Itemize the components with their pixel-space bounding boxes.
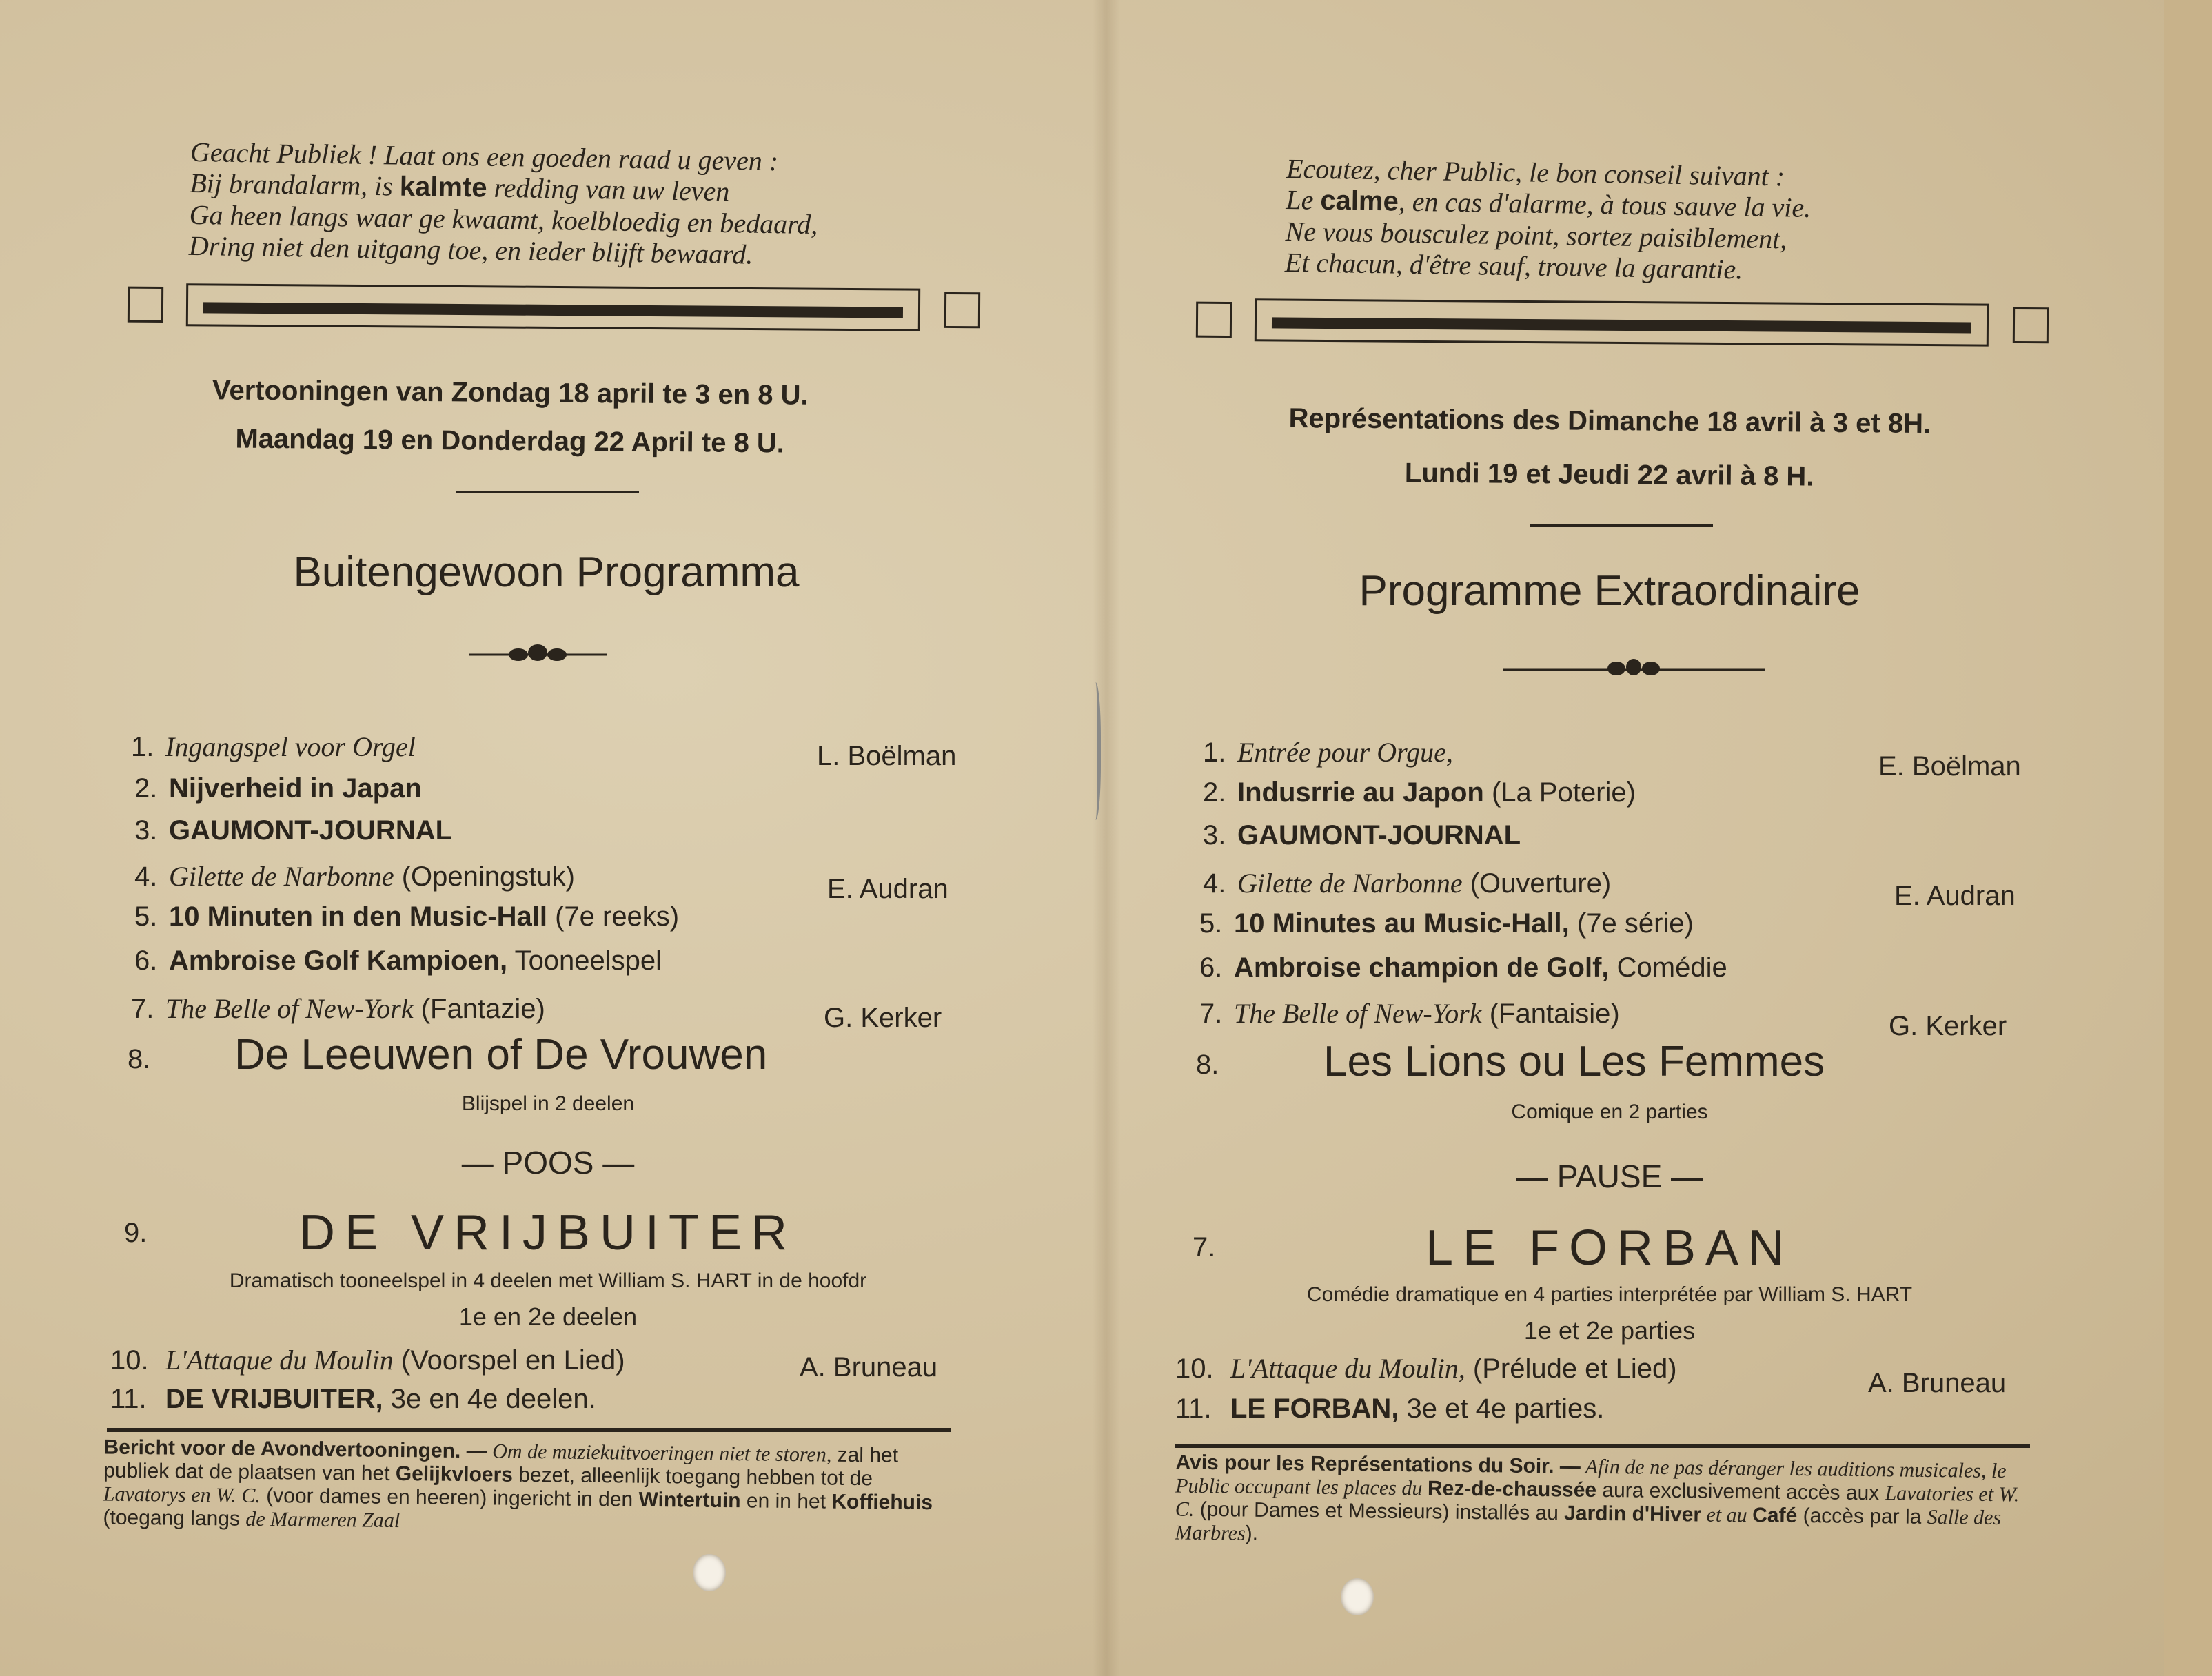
program-item: 3. GAUMONT-JOURNAL	[1203, 820, 1521, 850]
program-item: 4. Gilette de Narbonne (Ouverture)	[1203, 868, 1612, 899]
poem-line: Ne vous bousculez point, sortez paisiblement,	[1285, 216, 1787, 255]
square-ornament	[2013, 307, 2049, 343]
program-item: 4. Gilette de Narbonne (Openingstuk)	[134, 861, 575, 892]
bar-frame	[1255, 298, 1989, 346]
feature-subtitle: Blijspel in 2 deelen	[461, 1092, 635, 1115]
program-item: 5. 10 Minuten in den Music-Hall (7e reeks)	[134, 901, 680, 932]
poem-line: Le calme, en cas d'alarme, à tous sauve la vie.	[1286, 184, 1812, 223]
program-title: Buitengewoon Programma	[293, 549, 800, 596]
program-item: 5. 10 Minutes au Music-Hall, (7e série)	[1199, 908, 1694, 939]
poem-line: Geacht Publiek ! Laat ons een goeden raad u geven :	[190, 136, 779, 177]
center-fold	[1093, 0, 1120, 1676]
composer: E. Boëlman	[1878, 751, 2021, 781]
showtimes-line: Représentations des Dimanche 18 avril à 3 et 8H.	[1288, 402, 1931, 440]
program-item: 11. LE FORBAN, 3e et 4e parties.	[1175, 1393, 1605, 1424]
program-item: 2. Indusrrie au Japon (La Poterie)	[1203, 777, 1636, 808]
square-ornament	[128, 287, 163, 323]
divider-rule	[107, 1428, 951, 1432]
feature-subtitle: Comique en 2 parties	[1511, 1101, 1708, 1123]
fire-safety-poem	[1285, 153, 1812, 286]
program-item: 7. The Belle of New-York (Fantaisie)	[1199, 998, 1620, 1029]
poem-line: Ecoutez, cher Public, le bon conseil suivant :	[1286, 153, 1785, 192]
item-number: 7.	[1193, 1232, 1216, 1263]
divider-rule	[1175, 1444, 2030, 1448]
poem-line: Bij brandalarm, is kalmte redding van uw leven	[190, 167, 730, 207]
program-item: 2. Nijverheid in Japan	[134, 773, 422, 804]
divider-rule	[456, 491, 639, 493]
program-item: 10. L'Attaque du Moulin (Voorspel en Lied)	[110, 1345, 625, 1376]
item-number: 8.	[1196, 1050, 1219, 1080]
program-item: 6. Ambroise Golf Kampioen, Tooneelspel	[134, 946, 662, 976]
square-ornament	[944, 292, 980, 328]
feature-title: LE FORBAN	[1425, 1220, 1794, 1276]
program-item: 1. Entrée pour Orgue,	[1203, 737, 1453, 768]
feature-subtitle: Dramatisch tooneelspel in 4 deelen met William S. HART in de hoofdr	[229, 1269, 867, 1292]
intermission: — PAUSE —	[1516, 1158, 1703, 1194]
ornament-icon	[1503, 656, 1765, 684]
decorative-bar	[1196, 298, 2054, 347]
bar-frame	[186, 283, 920, 331]
punch-hole	[1341, 1578, 1374, 1615]
showtimes-line: Vertooningen van Zondag 18 april te 3 en 8 U.	[212, 375, 809, 411]
intermission: — POOS —	[461, 1145, 635, 1181]
composer: L. Boëlman	[817, 741, 957, 771]
evening-notice: Bericht voor de Avondvertooningen. — Om de muziekuitvoeringen niet te storen, zal het publiek dat de plaatsen van het Gelijkvloers bezet, alleenlijk toegang hebben tot de Lavatorys en W. C. (voor dames en heeren) ingericht in den Wintertuin en in het Koffiehuis (toegang langs de Marmeren Zaal	[103, 1435, 933, 1533]
divider-rule	[1530, 524, 1713, 527]
punch-hole	[693, 1554, 726, 1591]
program-title: Programme Extraordinaire	[1359, 567, 1860, 615]
ornament-icon	[469, 641, 607, 668]
left-page	[103, 0, 986, 1676]
feature-parts: 1e et 2e parties	[1523, 1316, 1696, 1345]
feature-title: DE VRIJBUITER	[298, 1205, 798, 1260]
item-number: 9.	[124, 1218, 148, 1248]
feature-title: De Leeuwen of De Vrouwen	[234, 1031, 768, 1079]
composer: G. Kerker	[1889, 1011, 2007, 1041]
item-number: 8.	[128, 1044, 151, 1074]
program-item: 7. The Belle of New-York (Fantazie)	[131, 993, 545, 1024]
composer: G. Kerker	[824, 1003, 942, 1033]
program-item: 11. DE VRIJBUITER, 3e en 4e deelen.	[110, 1384, 596, 1414]
showtimes	[103, 365, 917, 469]
composer: A. Bruneau	[1868, 1368, 2007, 1398]
fire-safety-poem	[189, 136, 819, 271]
poem-line: Dring niet den uitgang toe, en ieder blijft bewaard.	[188, 229, 753, 270]
program-item: 1. Ingangspel voor Orgel	[131, 731, 416, 762]
program-item: 3. GAUMONT-JOURNAL	[134, 815, 453, 846]
showtimes-line: Maandag 19 en Donderdag 22 April te 8 U.	[235, 423, 785, 459]
composer: E. Audran	[827, 874, 948, 904]
poem-line: Et chacun, d'être sauf, trouve la garantie.	[1284, 247, 1743, 285]
composer: A. Bruneau	[800, 1352, 938, 1382]
staple	[1088, 682, 1101, 820]
showtimes-line: Lundi 19 et Jeudi 22 avril à 8 H.	[1404, 458, 1814, 492]
evening-notice: Avis pour les Représentations du Soir. — Afin de ne pas déranger les auditions musicales, le Public occupant les places du Rez-de-chaussée aura exclusivement accès aux Lavatories et W. C. (pour Dames et Messieurs) installés au Jardin d'Hiver et au Café (accès par la Salle des Marbres).	[1175, 1451, 2020, 1545]
composer: E. Audran	[1894, 881, 2016, 911]
poem-line: Ga heen langs waar ge kwaamt, koelbloedig en bedaard,	[189, 198, 818, 241]
program-item: 6. Ambroise champion de Golf, Comédie	[1199, 952, 1727, 983]
paper-edge	[2164, 0, 2212, 1676]
showtimes	[1164, 390, 2054, 505]
square-ornament	[1196, 302, 1232, 338]
right-page	[1165, 0, 2054, 1676]
feature-title: Les Lions ou Les Femmes	[1323, 1038, 1825, 1085]
decorative-bar	[128, 283, 986, 332]
feature-subtitle: Comédie dramatique en 4 parties interprétée par William S. HART	[1306, 1283, 1913, 1306]
feature-parts: 1e en 2e deelen	[458, 1302, 638, 1331]
program-item: 10. L'Attaque du Moulin, (Prélude et Lied)	[1175, 1353, 1677, 1384]
